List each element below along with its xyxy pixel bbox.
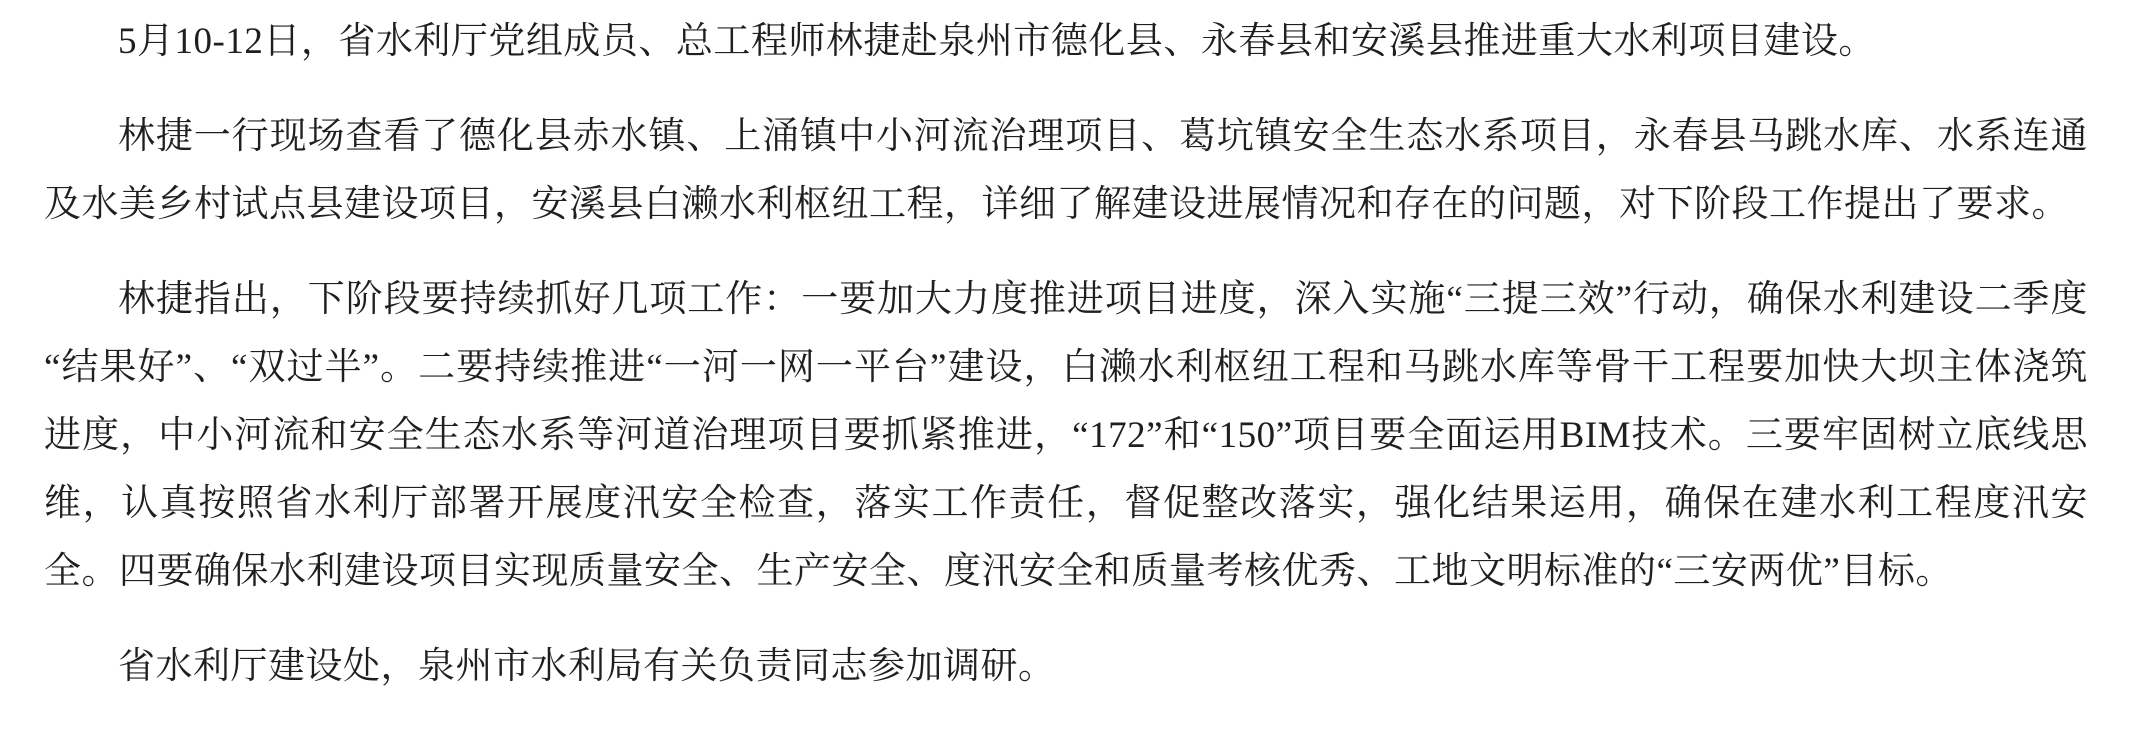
paragraph-requirements: 林捷指出，下阶段要持续抓好几项工作：一要加大力度推进项目进度，深入实施“三提三效”行动，确保水利建设二季度“结果好”、“双过半”。二要持续推进“一河一网一平台”建设，白濑水利枢纽工程和马跳水库等骨干工程要加快大坝主体浇筑进度，中小河流和安全生态水系等河道治理项目要抓紧推进，“172”和“150”项目要全面运用BIM技术。三要牢固树立底线思维，认真按照省水利厅部署开展度汛安全检查，落实工作责任，督促整改落实，强化结果运用，确保在建水利工程度汛安全。四要确保水利建设项目实现质量安全、生产安全、度汛安全和质量考核优秀、工地文明标准的“三安两优”目标。 xyxy=(44,279,2088,592)
paragraph-site-visit: 林捷一行现场查看了德化县赤水镇、上涌镇中小河流治理项目、葛坑镇安全生态水系项目，永春县马跳水库、水系连通及水美乡村试点县建设项目，安溪县白濑水利枢纽工程，详细了解建设进展情况和存在的问题，对下阶段工作提出了要求。 xyxy=(44,116,2088,225)
paragraph-participants: 省水利厅建设处，泉州市水利局有关负责同志参加调研。 xyxy=(118,646,1056,687)
paragraph-intro: 5月10-12日，省水利厅党组成员、总工程师林捷赴泉州市德化县、永春县和安溪县推进重大水利项目建设。 xyxy=(118,21,1876,62)
